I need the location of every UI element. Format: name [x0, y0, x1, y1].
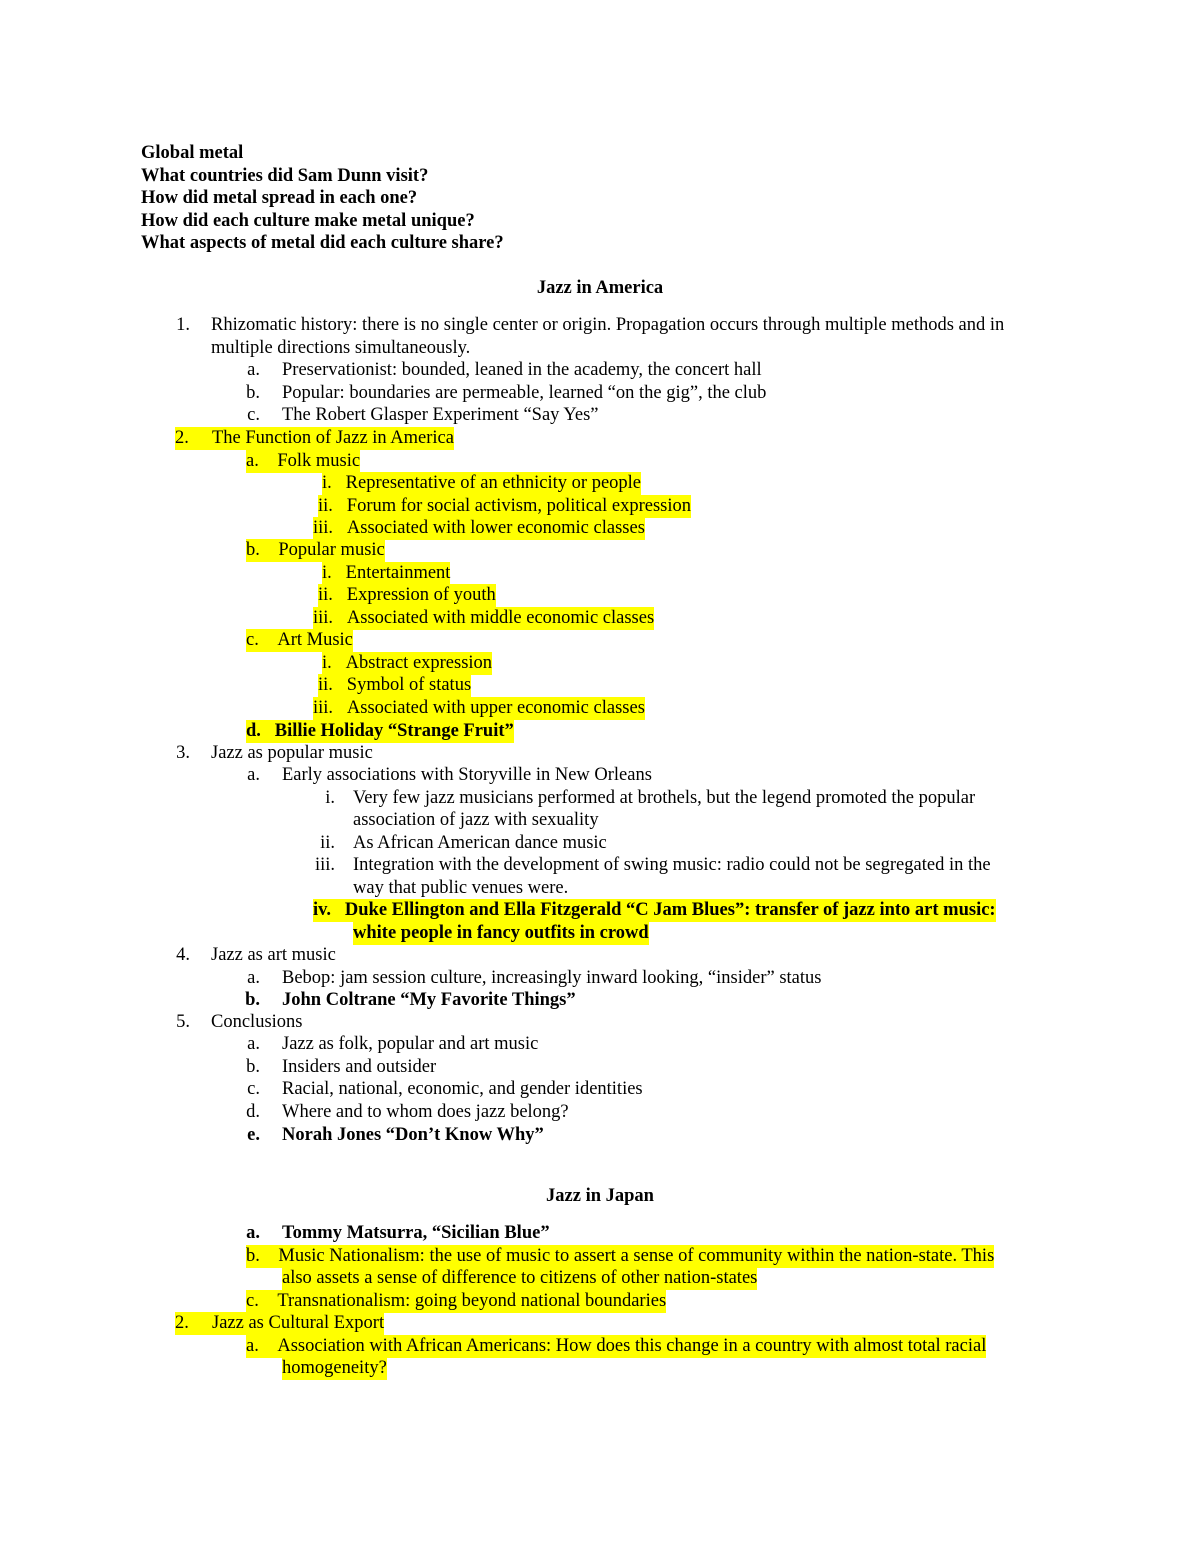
list-item-text: Insiders and outsider — [282, 1057, 437, 1077]
list-item-text: Representative of an ethnicity or people — [345, 473, 642, 493]
list-item-text: Integration with the development of swing music: radio could not be segregated in the — [353, 855, 991, 875]
list-item-text: Norah Jones “Don’t Know Why” — [282, 1125, 544, 1145]
question-1: What countries did Sam Dunn visit? — [141, 166, 429, 186]
list-item-text: Folk music — [277, 451, 361, 471]
list-item-text: Symbol of status — [346, 675, 472, 695]
highlighted-list-item — [322, 472, 641, 495]
list-item-text: way that public venues were. — [353, 878, 569, 898]
list-marker: a. — [247, 1034, 260, 1054]
list-item-text: The Robert Glasper Experiment “Say Yes” — [282, 405, 599, 425]
list-marker: b. — [246, 383, 260, 403]
list-item-text: Early associations with Storyville in New Orleans — [282, 765, 652, 785]
list-item-text: Association with African Americans: How does this change in a country with almost total racial — [277, 1336, 987, 1356]
list-marker: iii. — [313, 518, 334, 538]
list-marker: b. — [245, 990, 260, 1010]
list-item-text: Associated with upper economic classes — [346, 698, 645, 718]
list-item-text: Entertainment — [345, 563, 451, 583]
list-marker: e. — [247, 1125, 260, 1145]
list-item-text: Preservationist: bounded, leaned in the academy, the concert hall — [282, 360, 762, 380]
highlighted-list-item: homogeneity? — [282, 1358, 387, 1378]
highlighted-list-item — [318, 495, 691, 518]
list-item-text: Jazz as art music — [211, 945, 336, 965]
highlighted-list-item — [246, 1245, 994, 1268]
list-item-text: multiple directions simultaneously. — [211, 338, 471, 358]
list-marker: a. — [247, 968, 260, 988]
list-marker: iii. — [313, 698, 334, 718]
list-marker: iv. — [313, 900, 331, 920]
section-heading-japan: Jazz in Japan — [546, 1186, 654, 1206]
highlighted-list-item — [318, 674, 471, 697]
list-number: 3. — [176, 743, 190, 763]
list-item-text: Associated with middle economic classes — [346, 608, 655, 628]
question-4: What aspects of metal did each culture share? — [141, 233, 504, 253]
list-item-text: Associated with lower economic classes — [346, 518, 645, 538]
list-item-text: Music Nationalism: the use of music to assert a sense of community within the nation-state. This — [278, 1246, 995, 1266]
list-item-text: Racial, national, economic, and gender identities — [282, 1079, 643, 1099]
list-marker: a. — [246, 1336, 259, 1356]
list-marker: ii. — [318, 585, 333, 605]
list-marker: iii. — [314, 855, 335, 875]
list-marker: d. — [246, 1102, 260, 1122]
highlighted-list-item — [246, 539, 385, 562]
list-item-text: Very few jazz musicians performed at brothels, but the legend promoted the popular — [353, 788, 976, 808]
list-item-text: Where and to whom does jazz belong? — [282, 1102, 569, 1122]
section-heading-america: Jazz in America — [536, 278, 664, 298]
list-marker: c. — [246, 1291, 259, 1311]
list-number: 1. — [176, 315, 190, 335]
list-item-text: Forum for social activism, political expression — [346, 496, 692, 516]
list-marker: d. — [246, 721, 261, 741]
list-marker: ii. — [320, 833, 335, 853]
highlighted-list-item: also assets a sense of difference to citizens of other nation-states — [282, 1268, 758, 1288]
list-marker: b. — [246, 540, 260, 560]
list-item-text: association of jazz with sexuality — [353, 810, 599, 830]
list-marker: ii. — [318, 675, 333, 695]
list-marker: i. — [325, 788, 335, 808]
list-marker: i. — [322, 653, 332, 673]
list-item-text: Tommy Matsurra, “Sicilian Blue” — [282, 1223, 550, 1243]
highlighted-list-item — [246, 1290, 666, 1313]
list-marker: i. — [322, 473, 332, 493]
list-marker: b. — [246, 1246, 260, 1266]
question-3: How did each culture make metal unique? — [141, 211, 475, 231]
list-marker: c. — [246, 630, 259, 650]
highlighted-list-item — [313, 607, 654, 630]
list-marker: c. — [247, 405, 260, 425]
list-item-text: Popular: boundaries are permeable, learned “on the gig”, the club — [282, 383, 767, 403]
highlighted-list-item — [246, 720, 514, 743]
list-number: 2. — [175, 428, 189, 448]
list-item-text: Jazz as Cultural Export — [212, 1313, 385, 1333]
list-item-text: Abstract expression — [345, 653, 493, 673]
list-item-text: Expression of youth — [346, 585, 496, 605]
list-number: 2. — [175, 1313, 189, 1333]
highlighted-list-item — [175, 1312, 384, 1335]
list-item-text: Art Music — [277, 630, 353, 650]
list-marker: a. — [246, 1223, 260, 1243]
list-item-text: Jazz as folk, popular and art music — [282, 1034, 539, 1054]
list-marker: ii. — [318, 496, 333, 516]
highlighted-list-item — [313, 517, 645, 540]
list-number: 5. — [176, 1012, 190, 1032]
highlighted-list-item — [322, 652, 492, 675]
highlighted-list-item — [322, 562, 450, 585]
highlighted-list-item — [246, 1335, 986, 1358]
highlighted-list-item — [246, 450, 360, 473]
list-item-text: John Coltrane “My Favorite Things” — [282, 990, 576, 1010]
list-item-text: Rhizomatic history: there is no single center or origin. Propagation occurs through multiple methods and in — [211, 315, 1005, 335]
list-number: 4. — [176, 945, 190, 965]
highlighted-list-item — [313, 697, 645, 720]
list-marker: a. — [247, 765, 260, 785]
list-item-text: Transnationalism: going beyond national boundaries — [277, 1291, 667, 1311]
highlighted-list-item — [318, 584, 496, 607]
list-marker: a. — [247, 360, 260, 380]
list-marker: iii. — [313, 608, 334, 628]
highlighted-list-item — [313, 899, 996, 922]
list-marker: i. — [322, 563, 332, 583]
list-item-text: Jazz as popular music — [211, 743, 373, 763]
question-2: How did metal spread in each one? — [141, 188, 418, 208]
list-item-text: Conclusions — [211, 1012, 303, 1032]
list-marker: c. — [247, 1079, 260, 1099]
list-item-text: The Function of Jazz in America — [212, 428, 454, 448]
highlighted-list-item — [246, 629, 353, 652]
highlighted-list-item — [175, 427, 454, 450]
list-item-text: Popular music — [278, 540, 385, 560]
list-item-text: As African American dance music — [353, 833, 607, 853]
highlighted-list-item: white people in fancy outfits in crowd — [353, 923, 649, 943]
doc-title: Global metal — [141, 143, 244, 163]
list-item-text: Bebop: jam session culture, increasingly inward looking, “insider” status — [282, 968, 822, 988]
list-item-text: Billie Holiday “Strange Fruit” — [274, 721, 514, 741]
list-marker: a. — [246, 451, 259, 471]
list-item-text: Duke Ellington and Ella Fitzgerald “C Jam Blues”: transfer of jazz into art music: — [344, 900, 996, 920]
list-marker: b. — [246, 1057, 260, 1077]
